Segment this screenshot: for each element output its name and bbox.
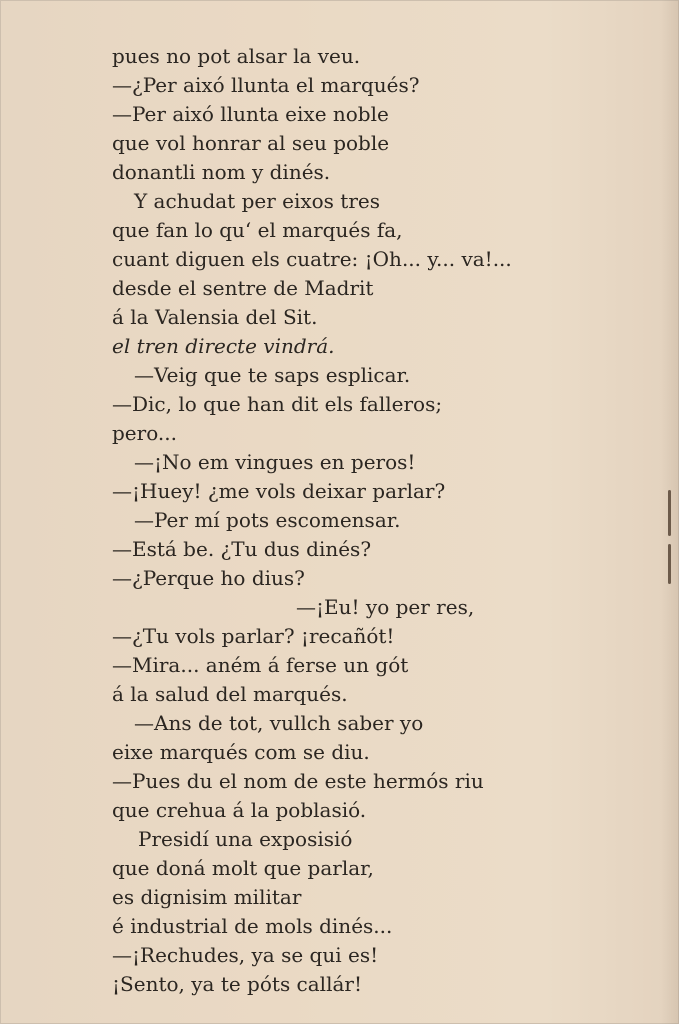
poem-line: é industrial de mols dinés...	[112, 914, 393, 938]
poem-line: pero...	[112, 421, 177, 445]
poem-line: —Per mí pots escomensar.	[134, 508, 401, 532]
poem-line: —¡Rechudes, ya se qui es!	[112, 943, 379, 967]
poem-line: que crehua á la poblasió.	[112, 798, 367, 822]
poem-line: donantli nom y dinés.	[112, 160, 331, 184]
poem-line: es dignisim militar	[112, 885, 302, 909]
binding-stitch	[668, 490, 671, 536]
poem-line: —¿Perque ho dius?	[112, 566, 305, 590]
poem-line: cuant diguen els cuatre: ¡Oh... y... va!...	[112, 247, 512, 271]
poem-line: —Mira... aném á ferse un gót	[112, 653, 409, 677]
poem-line: —Ans de tot, vullch saber yo	[134, 711, 424, 735]
poem-line: —Pues du el nom de este hermós riu	[112, 769, 484, 793]
poem-line: que fan lo qu‘ el marqués fa,	[112, 218, 403, 242]
poem-line: Y achudat per eixos tres	[134, 189, 380, 213]
poem-line: que vol honrar al seu poble	[112, 131, 390, 155]
poem-line: á la salud del marqués.	[112, 682, 348, 706]
binding-stitch	[668, 544, 671, 584]
poem-line: —Dic, lo que han dit els falleros;	[112, 392, 443, 416]
poem-line: —Per aixó llunta eixe noble	[112, 102, 389, 126]
poem-line: —Veig que te saps esplicar.	[134, 363, 411, 387]
poem-line: á la Valensia del Sit.	[112, 305, 318, 329]
poem-line: —¡Eu! yo per res,	[296, 595, 475, 619]
poem-line: desde el sentre de Madrit	[112, 276, 374, 300]
poem-line: —¿Tu vols parlar? ¡recañót!	[112, 624, 395, 648]
poem-line: pues no pot alsar la veu.	[112, 44, 361, 68]
poem-line: —Está be. ¿Tu dus dinés?	[112, 537, 372, 561]
poem-line: ¡Sento, ya te póts callár!	[112, 972, 362, 996]
poem-line: —¡No em vingues en peros!	[134, 450, 416, 474]
poem-line: eixe marqués com se diu.	[112, 740, 370, 764]
poem-line: que doná molt que parlar,	[112, 856, 374, 880]
poem-line: —¡Huey! ¿me vols deixar parlar?	[112, 479, 446, 503]
poem-line: el tren directe vindrá.	[112, 334, 335, 358]
poem-line: Presidí una exposisió	[138, 827, 353, 851]
poem-line: —¿Per aixó llunta el marqués?	[112, 73, 420, 97]
